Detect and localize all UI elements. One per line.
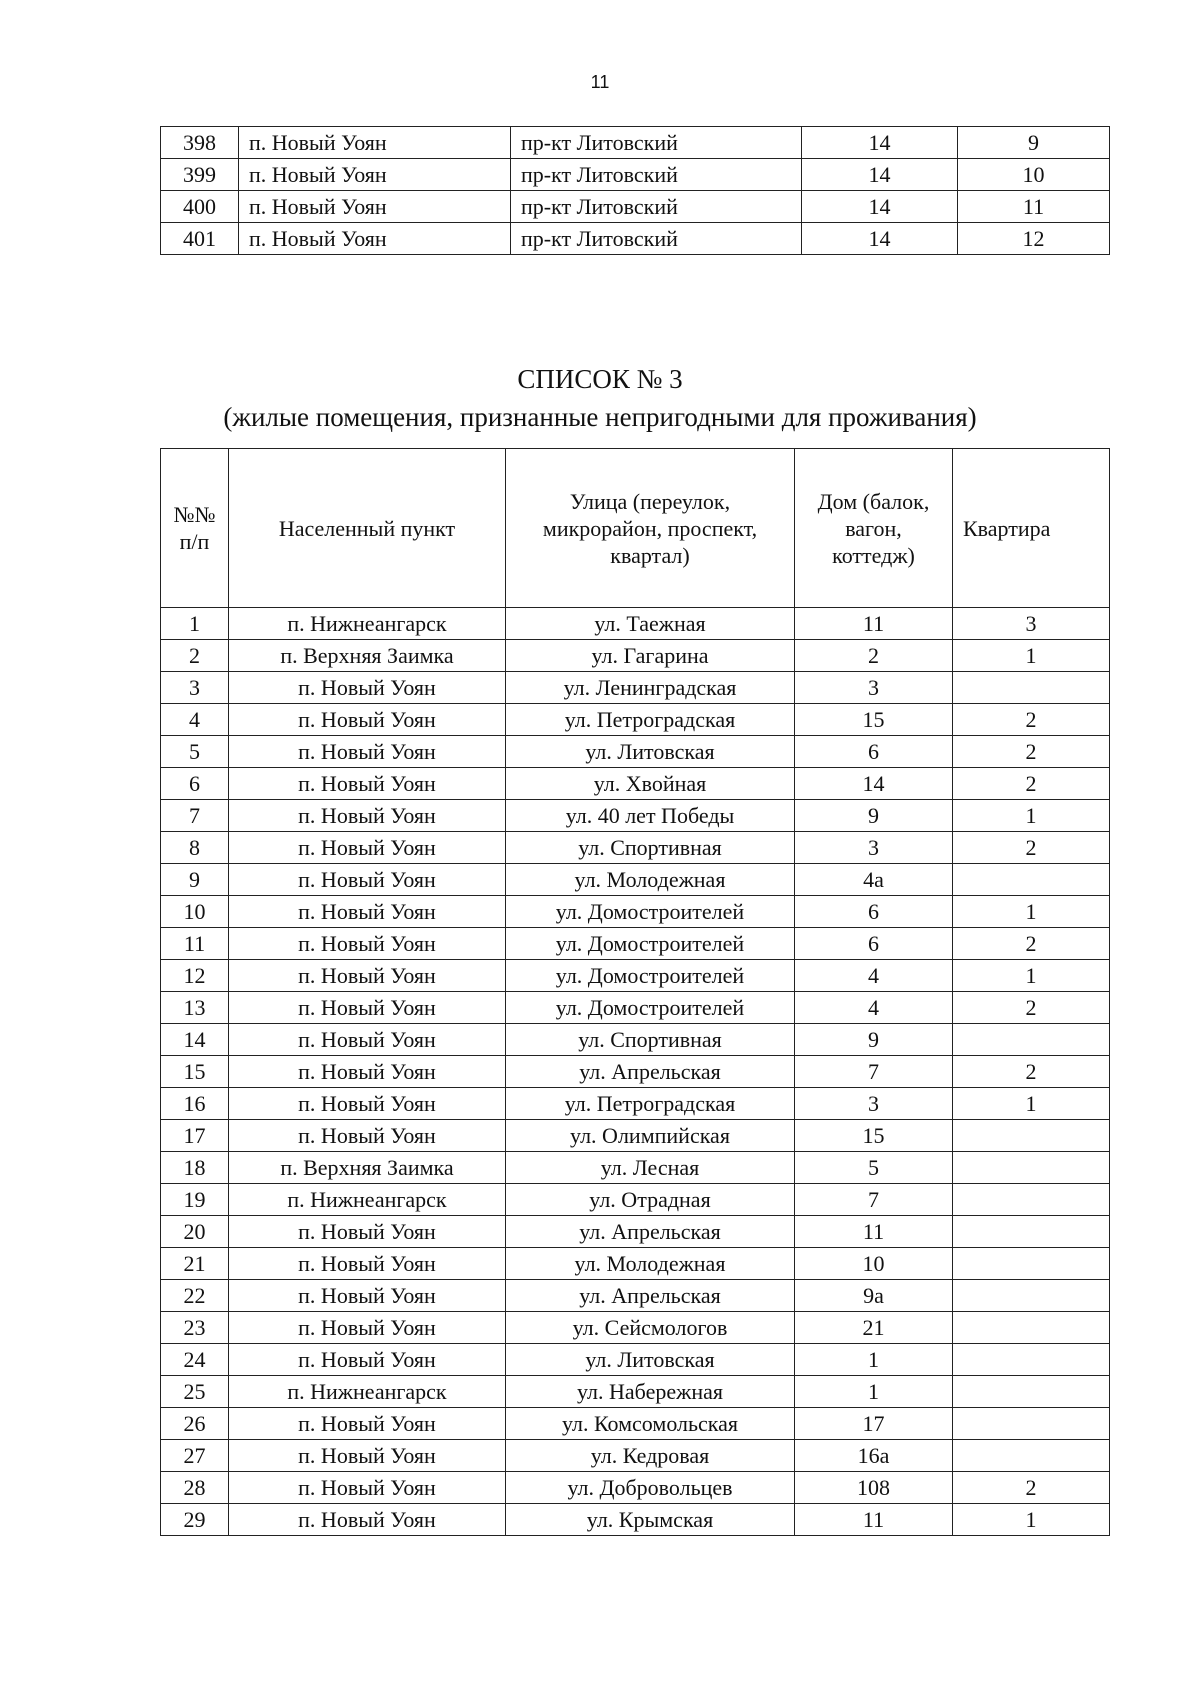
cell-apartment: 2: [953, 1472, 1110, 1504]
cell-apartment: 1: [953, 640, 1110, 672]
table-row: [161, 1056, 1110, 1088]
header-label: Квартира: [963, 515, 1051, 541]
cell-number: 21: [161, 1248, 229, 1280]
cell-apartment: 1: [953, 1088, 1110, 1120]
cell-settlement: п. Новый Уоян: [229, 1472, 506, 1504]
cell-house: 108: [795, 1472, 953, 1504]
cell-street: пр-кт Литовский: [511, 127, 802, 159]
cell-house: 3: [795, 1088, 953, 1120]
header-label: Дом (балок, вагон, коттедж): [817, 488, 930, 568]
cell-number: 13: [161, 992, 229, 1024]
page-number: 11: [590, 72, 610, 92]
cell-house: 1: [795, 1376, 953, 1408]
cell-apartment: 1: [953, 800, 1110, 832]
table-row: [161, 896, 1110, 928]
table-row: [161, 1184, 1110, 1216]
cell-apartment: [953, 672, 1110, 704]
header-number: [161, 449, 229, 608]
cell-number: 400: [161, 191, 239, 223]
table-row: [161, 1120, 1110, 1152]
cell-number: 2: [161, 640, 229, 672]
cell-street: ул. Хвойная: [506, 768, 795, 800]
cell-street: ул. Таежная: [506, 608, 795, 640]
header-label: Населенный пункт: [278, 515, 456, 541]
header-settlement: [229, 449, 506, 608]
cell-number: 5: [161, 736, 229, 768]
cell-settlement: п. Новый Уоян: [229, 704, 506, 736]
cell-number: 29: [161, 1504, 229, 1536]
cell-house: 14: [802, 223, 958, 255]
cell-apartment: 2: [953, 992, 1110, 1024]
cell-street: ул. Спортивная: [506, 1024, 795, 1056]
cell-number: 28: [161, 1472, 229, 1504]
cell-number: 25: [161, 1376, 229, 1408]
cell-house: 5: [795, 1152, 953, 1184]
cell-house: 17: [795, 1408, 953, 1440]
cell-settlement: п. Новый Уоян: [229, 1056, 506, 1088]
cell-settlement: п. Новый Уоян: [229, 1216, 506, 1248]
cell-settlement: п. Новый Уоян: [229, 736, 506, 768]
cell-number: 26: [161, 1408, 229, 1440]
cell-apartment: 2: [953, 736, 1110, 768]
cell-apartment: [953, 1024, 1110, 1056]
cell-settlement: п. Новый Уоян: [229, 832, 506, 864]
cell-house: 2: [795, 640, 953, 672]
cell-house: 11: [795, 608, 953, 640]
cell-house: 15: [795, 1120, 953, 1152]
cell-settlement: п. Новый Уоян: [229, 768, 506, 800]
cell-apartment: 2: [953, 1056, 1110, 1088]
cell-settlement: п. Новый Уоян: [229, 1088, 506, 1120]
cell-apartment: [953, 1216, 1110, 1248]
cell-number: 1: [161, 608, 229, 640]
cell-street: ул. Отрадная: [506, 1184, 795, 1216]
cell-settlement: п. Новый Уоян: [239, 223, 511, 255]
cell-house: 3: [795, 672, 953, 704]
table-row: [161, 1216, 1110, 1248]
cell-street: ул. Литовская: [506, 736, 795, 768]
cell-house: 10: [795, 1248, 953, 1280]
cell-apartment: 10: [958, 159, 1110, 191]
cell-apartment: 1: [953, 1504, 1110, 1536]
cell-settlement: п. Нижнеангарск: [229, 1184, 506, 1216]
table-row: [161, 1408, 1110, 1440]
cell-apartment: [953, 1408, 1110, 1440]
cell-house: 6: [795, 736, 953, 768]
header-house: [795, 449, 953, 608]
header-row: [161, 449, 1110, 608]
cell-settlement: п. Нижнеангарск: [229, 608, 506, 640]
cell-house: 9: [795, 1024, 953, 1056]
cell-street: ул. Добровольцев: [506, 1472, 795, 1504]
cell-street: ул. Домостроителей: [506, 992, 795, 1024]
table-row: [161, 1088, 1110, 1120]
cell-apartment: 1: [953, 960, 1110, 992]
cell-number: 18: [161, 1152, 229, 1184]
cell-settlement: п. Новый Уоян: [229, 928, 506, 960]
cell-house: 15: [795, 704, 953, 736]
cell-apartment: [953, 1376, 1110, 1408]
list-3-body: [161, 608, 1110, 1536]
cell-apartment: [953, 864, 1110, 896]
table-row: [161, 159, 1110, 191]
cell-street: ул. Ленинградская: [506, 672, 795, 704]
cell-settlement: п. Новый Уоян: [229, 800, 506, 832]
cell-house: 9а: [795, 1280, 953, 1312]
cell-street: ул. 40 лет Победы: [506, 800, 795, 832]
cell-number: 12: [161, 960, 229, 992]
cell-street: ул. Молодежная: [506, 1248, 795, 1280]
cell-apartment: 2: [953, 928, 1110, 960]
table-row: [161, 672, 1110, 704]
cell-number: 6: [161, 768, 229, 800]
cell-house: 1: [795, 1344, 953, 1376]
cell-settlement: п. Новый Уоян: [229, 1120, 506, 1152]
cell-house: 14: [795, 768, 953, 800]
table-row: [161, 832, 1110, 864]
cell-apartment: [953, 1184, 1110, 1216]
cell-number: 16: [161, 1088, 229, 1120]
cell-apartment: [953, 1248, 1110, 1280]
table-row: [161, 992, 1110, 1024]
cell-settlement: п. Верхняя Заимка: [229, 1152, 506, 1184]
cell-number: 27: [161, 1440, 229, 1472]
cell-number: 10: [161, 896, 229, 928]
table-row: [161, 1472, 1110, 1504]
table-row: [161, 800, 1110, 832]
cell-number: 4: [161, 704, 229, 736]
cell-apartment: 11: [958, 191, 1110, 223]
cell-settlement: п. Новый Уоян: [239, 191, 511, 223]
cell-number: 14: [161, 1024, 229, 1056]
table-row: [161, 1024, 1110, 1056]
cell-street: ул. Апрельская: [506, 1216, 795, 1248]
cell-apartment: [953, 1120, 1110, 1152]
cell-number: 20: [161, 1216, 229, 1248]
table-row: [161, 127, 1110, 159]
table-row: [161, 1376, 1110, 1408]
cell-apartment: 3: [953, 608, 1110, 640]
table-row: [161, 1312, 1110, 1344]
cell-settlement: п. Новый Уоян: [229, 1024, 506, 1056]
cell-house: 4: [795, 992, 953, 1024]
header-street: [506, 449, 795, 608]
cell-settlement: п. Нижнеангарск: [229, 1376, 506, 1408]
cell-apartment: [953, 1152, 1110, 1184]
cell-settlement: п. Новый Уоян: [229, 1408, 506, 1440]
cell-street: ул. Петроградская: [506, 1088, 795, 1120]
cell-apartment: [953, 1440, 1110, 1472]
cell-house: 4а: [795, 864, 953, 896]
table-row: [161, 736, 1110, 768]
cell-settlement: п. Новый Уоян: [229, 1504, 506, 1536]
section-subtitle: (жилые помещения, признанные непригодными для проживания): [223, 402, 977, 432]
cell-house: 9: [795, 800, 953, 832]
cell-house: 16а: [795, 1440, 953, 1472]
cell-street: ул. Апрельская: [506, 1056, 795, 1088]
cell-settlement: п. Новый Уоян: [229, 672, 506, 704]
cell-number: 401: [161, 223, 239, 255]
table-row: [161, 640, 1110, 672]
cell-house: 21: [795, 1312, 953, 1344]
cell-apartment: 2: [953, 832, 1110, 864]
cell-street: пр-кт Литовский: [511, 159, 802, 191]
cell-house: 11: [795, 1504, 953, 1536]
cell-settlement: п. Новый Уоян: [239, 127, 511, 159]
cell-apartment: 2: [953, 704, 1110, 736]
cell-apartment: [953, 1280, 1110, 1312]
section-heading: [0, 360, 1200, 436]
cell-street: ул. Апрельская: [506, 1280, 795, 1312]
table-row: [161, 1248, 1110, 1280]
cell-house: 6: [795, 896, 953, 928]
cell-street: ул. Кедровая: [506, 1440, 795, 1472]
cell-number: 19: [161, 1184, 229, 1216]
cell-street: ул. Молодежная: [506, 864, 795, 896]
cell-street: пр-кт Литовский: [511, 191, 802, 223]
table-row: [161, 928, 1110, 960]
cell-street: ул. Домостроителей: [506, 960, 795, 992]
cell-house: 14: [802, 159, 958, 191]
cell-settlement: п. Новый Уоян: [239, 159, 511, 191]
cell-street: ул. Литовская: [506, 1344, 795, 1376]
table-row: [161, 1440, 1110, 1472]
cell-street: ул. Набережная: [506, 1376, 795, 1408]
cell-apartment: 12: [958, 223, 1110, 255]
list-3-table: [160, 448, 1110, 1536]
cell-number: 398: [161, 127, 239, 159]
cell-street: ул. Комсомольская: [506, 1408, 795, 1440]
cell-settlement: п. Новый Уоян: [229, 1280, 506, 1312]
cell-street: ул. Олимпийская: [506, 1120, 795, 1152]
cell-settlement: п. Новый Уоян: [229, 960, 506, 992]
cell-house: 3: [795, 832, 953, 864]
cell-settlement: п. Новый Уоян: [229, 896, 506, 928]
cell-settlement: п. Новый Уоян: [229, 1312, 506, 1344]
cell-street: ул. Гагарина: [506, 640, 795, 672]
cell-apartment: [953, 1344, 1110, 1376]
cell-street: ул. Спортивная: [506, 832, 795, 864]
cell-settlement: п. Новый Уоян: [229, 1344, 506, 1376]
cell-street: ул. Домостроителей: [506, 896, 795, 928]
table-row: [161, 1504, 1110, 1536]
cell-number: 399: [161, 159, 239, 191]
cell-number: 23: [161, 1312, 229, 1344]
header-label: №№ п/п: [173, 502, 216, 554]
cell-number: 8: [161, 832, 229, 864]
cell-street: ул. Крымская: [506, 1504, 795, 1536]
table-row: [161, 191, 1110, 223]
cell-street: пр-кт Литовский: [511, 223, 802, 255]
table-row: [161, 768, 1110, 800]
cell-apartment: [953, 1312, 1110, 1344]
table-row: [161, 223, 1110, 255]
cell-number: 9: [161, 864, 229, 896]
cell-street: ул. Домостроителей: [506, 928, 795, 960]
cell-settlement: п. Новый Уоян: [229, 864, 506, 896]
cell-street: ул. Петроградская: [506, 704, 795, 736]
cell-street: ул. Сейсмологов: [506, 1312, 795, 1344]
cell-apartment: 9: [958, 127, 1110, 159]
header-apartment: [953, 449, 1110, 608]
cell-number: 7: [161, 800, 229, 832]
cell-house: 6: [795, 928, 953, 960]
cell-settlement: п. Новый Уоян: [229, 1248, 506, 1280]
cell-number: 17: [161, 1120, 229, 1152]
section-title: СПИСОК № 3: [517, 364, 683, 394]
table-row: [161, 704, 1110, 736]
cell-house: 7: [795, 1184, 953, 1216]
cell-apartment: 1: [953, 896, 1110, 928]
cell-street: ул. Лесная: [506, 1152, 795, 1184]
cell-settlement: п. Новый Уоян: [229, 992, 506, 1024]
table-row: [161, 1152, 1110, 1184]
cell-apartment: 2: [953, 768, 1110, 800]
cell-number: 24: [161, 1344, 229, 1376]
table-row: [161, 1344, 1110, 1376]
cell-number: 22: [161, 1280, 229, 1312]
cell-house: 14: [802, 191, 958, 223]
table-row: [161, 864, 1110, 896]
cell-house: 4: [795, 960, 953, 992]
previous-list-body: [161, 127, 1110, 255]
cell-number: 3: [161, 672, 229, 704]
cell-settlement: п. Новый Уоян: [229, 1440, 506, 1472]
table-row: [161, 960, 1110, 992]
cell-house: 11: [795, 1216, 953, 1248]
cell-number: 15: [161, 1056, 229, 1088]
cell-number: 11: [161, 928, 229, 960]
header-label: Улица (переулок, микрорайон, проспект, квартал): [542, 488, 758, 568]
cell-settlement: п. Верхняя Заимка: [229, 640, 506, 672]
cell-house: 14: [802, 127, 958, 159]
cell-house: 7: [795, 1056, 953, 1088]
table-row: [161, 608, 1110, 640]
table-row: [161, 1280, 1110, 1312]
previous-list-table: [160, 126, 1110, 255]
